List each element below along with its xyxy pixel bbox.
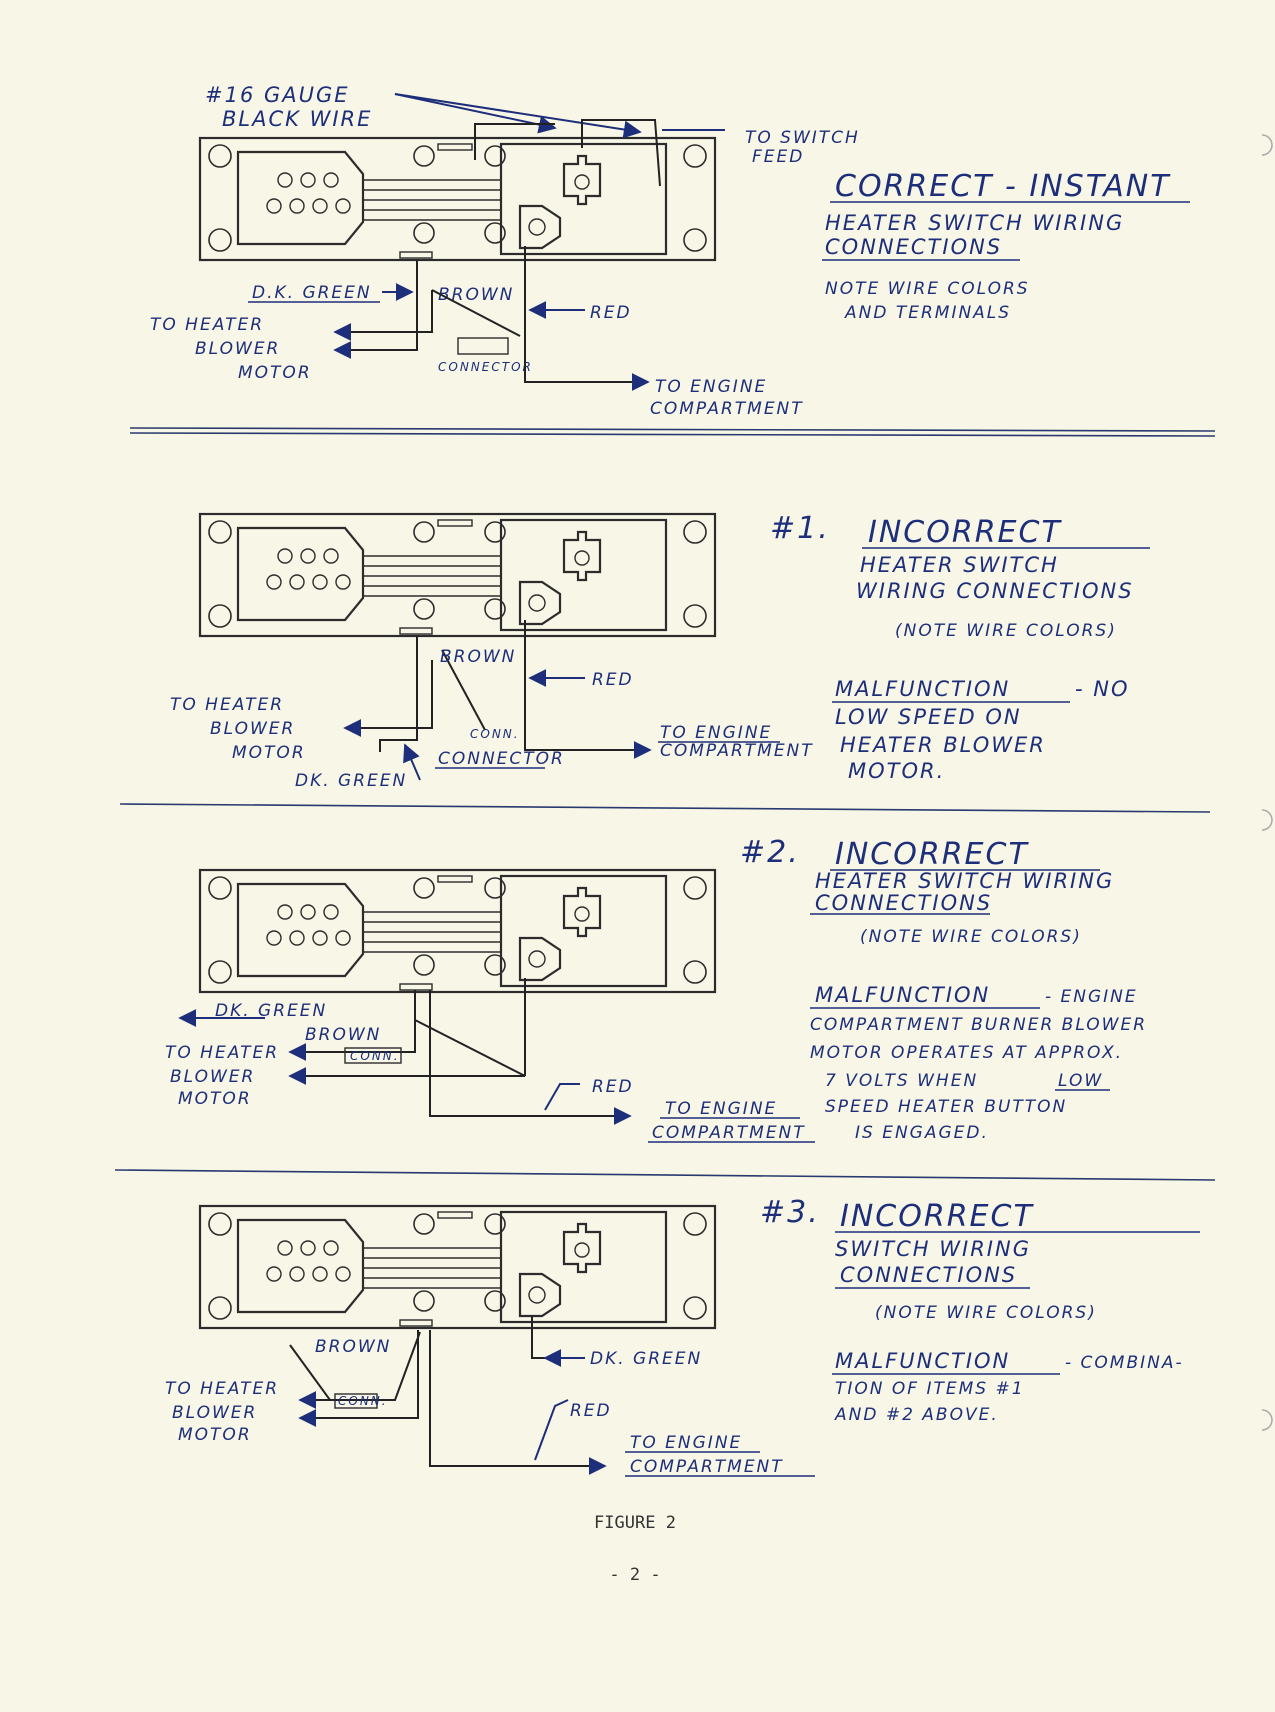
section-3-engine-wire <box>430 1330 605 1466</box>
to-switch-label-2: FEED <box>752 147 805 167</box>
section-3-heater-label-3: MOTOR <box>178 1425 252 1445</box>
correct-brown-label: BROWN <box>438 285 515 305</box>
section-1-connector-label: CONNECTOR <box>438 749 565 769</box>
section-2-malfunction-4b: LOW <box>1058 1071 1104 1091</box>
section-1-dk-green-label: DK. GREEN <box>295 771 408 791</box>
section-3-heater-label-1: TO HEATER <box>165 1379 280 1399</box>
section-2-malfunction-label: MALFUNCTION <box>815 983 991 1007</box>
separator-1b <box>130 433 1215 436</box>
section-3-red-label: RED <box>570 1401 612 1421</box>
section-2-red-label: RED <box>592 1077 634 1097</box>
section-3-brown-label: BROWN <box>315 1337 392 1357</box>
section-1-engine-label-2: COMPARTMENT <box>660 741 814 761</box>
correct-heater-label-1: TO HEATER <box>150 315 265 335</box>
section-1-green-wire <box>380 636 417 752</box>
section-2-number: #2. <box>740 835 800 870</box>
switch-plate-correct <box>200 138 715 260</box>
figure-label: FIGURE 2 <box>594 1513 676 1533</box>
section-1-heater-wire <box>345 660 432 728</box>
section-2-subtitle-1: HEATER SWITCH WIRING <box>815 869 1115 893</box>
section-2-brown-label: BROWN <box>305 1025 382 1045</box>
section-1-red-label: RED <box>592 670 634 690</box>
section-2-conn-label: CONN. <box>350 1049 400 1063</box>
correct-subtitle-2: CONNECTIONS <box>825 235 1003 259</box>
section-1-conn-label: CONN. <box>470 727 520 741</box>
section-3-heater-label-2: BLOWER <box>172 1403 258 1423</box>
correct-subtitle-1: HEATER SWITCH WIRING <box>825 211 1125 235</box>
separator-2 <box>120 804 1210 812</box>
section-1-malfunction-3: HEATER BLOWER <box>840 733 1046 757</box>
gauge-arrow-1 <box>395 94 555 128</box>
section-1-heater-label-1: TO HEATER <box>170 695 285 715</box>
section-2-note: (NOTE WIRE COLORS) <box>860 927 1082 947</box>
section-3-malfunction-1: - COMBINA- <box>1065 1353 1184 1373</box>
section-1-number: #1. <box>770 511 830 546</box>
section-2-malfunction-2: COMPARTMENT BURNER BLOWER <box>810 1015 1148 1035</box>
section-1-title: INCORRECT <box>868 515 1062 550</box>
section-1-engine-label-1: TO ENGINE <box>660 723 773 743</box>
section-3-malfunction-label: MALFUNCTION <box>835 1349 1011 1373</box>
switch-plate-1 <box>200 514 715 636</box>
section-3-malfunction-2: TION OF ITEMS #1 <box>835 1379 1025 1399</box>
correct-red-label: RED <box>590 303 632 323</box>
section-1-brown-label: BROWN <box>440 647 517 667</box>
binder-hole-1 <box>1262 135 1272 155</box>
section-2-malfunction-3: MOTOR OPERATES AT APPROX. <box>810 1043 1124 1063</box>
section-2-dk-green-label: DK. GREEN <box>215 1001 328 1021</box>
section-2-malfunction-4a: 7 VOLTS WHEN <box>825 1071 979 1091</box>
switch-plate-2 <box>200 870 715 992</box>
correct-connector-box <box>458 338 508 354</box>
section-2-heater-label-1: TO HEATER <box>165 1043 280 1063</box>
section-1-heater-label-3: MOTOR <box>232 743 306 763</box>
switch-plate-3 <box>200 1206 715 1328</box>
correct-engine-label-1: TO ENGINE <box>655 377 768 397</box>
section-3-note: (NOTE WIRE COLORS) <box>875 1303 1097 1323</box>
gauge-label-1: #16 GAUGE <box>205 83 350 107</box>
section-1-subtitle-2: WIRING CONNECTIONS <box>856 579 1134 603</box>
correct-heater-label-2: BLOWER <box>195 339 281 359</box>
to-switch-label-1: TO SWITCH <box>745 128 860 148</box>
correct-heater-label-3: MOTOR <box>238 363 312 383</box>
correct-engine-label-2: COMPARTMENT <box>650 399 804 419</box>
section-2-malfunction-1: - ENGINE <box>1045 987 1138 1007</box>
section-3-conn-label: CONN. <box>338 1394 388 1408</box>
section-2-malfunction-6: IS ENGAGED. <box>855 1123 989 1143</box>
correct-note-2: AND TERMINALS <box>845 303 1012 323</box>
section-2-engine-wire <box>430 990 630 1116</box>
correct-note-1: NOTE WIRE COLORS <box>825 279 1030 299</box>
section-3-subtitle-1: SWITCH WIRING <box>835 1237 1031 1261</box>
correct-connector-label: CONNECTOR <box>438 360 533 374</box>
section-3-number: #3. <box>760 1195 820 1230</box>
gauge-label-2: BLACK WIRE <box>222 107 373 131</box>
section-incorrect-1 <box>170 511 1150 791</box>
section-2-malfunction-5: SPEED HEATER BUTTON <box>825 1097 1068 1117</box>
section-1-malfunction-4: MOTOR. <box>848 759 946 783</box>
section-1-malfunction-2: LOW SPEED ON <box>835 705 1022 729</box>
section-3-subtitle-2: CONNECTIONS <box>840 1263 1018 1287</box>
section-3-engine-label-1: TO ENGINE <box>630 1433 743 1453</box>
correct-title: CORRECT - INSTANT <box>835 169 1171 204</box>
section-1-subtitle-1: HEATER SWITCH <box>860 553 1059 577</box>
section-3-malfunction-3: AND #2 ABOVE. <box>835 1405 999 1425</box>
section-1-note: (NOTE WIRE COLORS) <box>895 621 1117 641</box>
binder-hole-2 <box>1262 810 1272 830</box>
section-2-heater-label-3: MOTOR <box>178 1089 252 1109</box>
correct-green-wire <box>335 260 417 350</box>
section-2-engine-label-2: COMPARTMENT <box>652 1123 806 1143</box>
separator-3 <box>115 1170 1215 1180</box>
section-incorrect-2 <box>165 835 1147 1143</box>
correct-dk-green-label: D.K. GREEN <box>252 283 372 303</box>
section-3-dk-green-label: DK. GREEN <box>590 1349 703 1369</box>
section-3-engine-label-2: COMPARTMENT <box>630 1457 784 1477</box>
separator-1 <box>130 428 1215 431</box>
gauge-arrow-2 <box>395 94 640 132</box>
section-3-title: INCORRECT <box>840 1199 1034 1234</box>
section-incorrect-3 <box>165 1195 1200 1477</box>
section-2-subtitle-2: CONNECTIONS <box>815 891 993 915</box>
section-1-heater-label-2: BLOWER <box>210 719 296 739</box>
section-1-malfunction-1: - NO <box>1075 677 1130 701</box>
section-2-title: INCORRECT <box>835 837 1029 872</box>
section-correct <box>150 83 1190 419</box>
binder-hole-3 <box>1262 1410 1272 1430</box>
section-2-engine-label-1: TO ENGINE <box>665 1099 778 1119</box>
section-2-heater-label-2: BLOWER <box>170 1067 256 1087</box>
page-number: - 2 - <box>609 1565 661 1585</box>
section-1-malfunction-label: MALFUNCTION <box>835 677 1011 701</box>
